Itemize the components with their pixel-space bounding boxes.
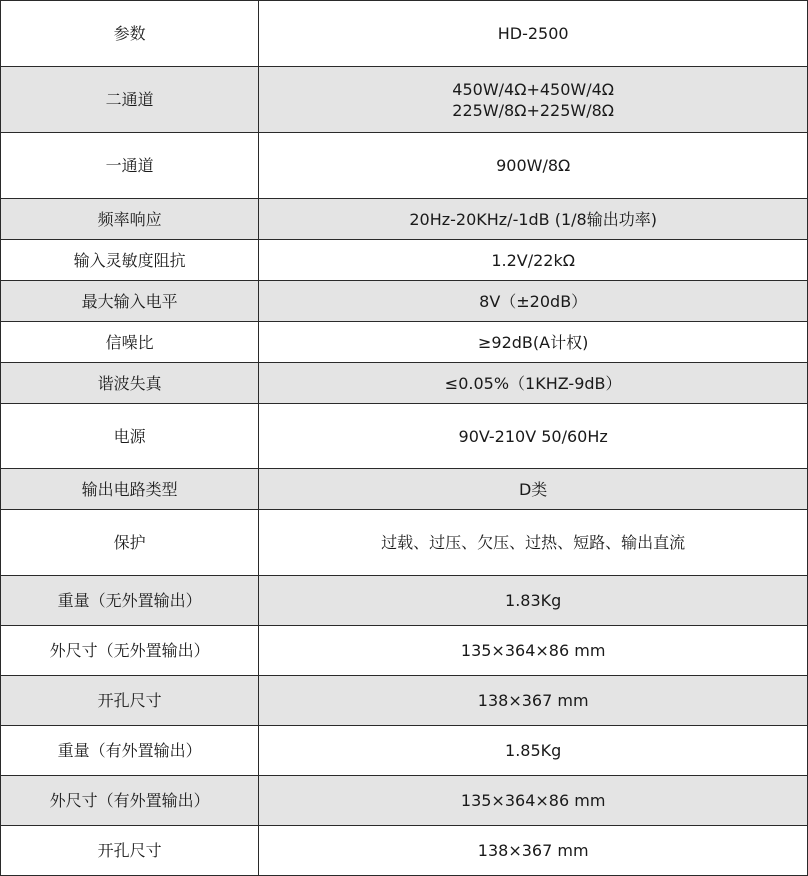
table-row [1, 676, 808, 726]
param-label: 最大输入电平 [1, 281, 259, 322]
param-label: 输出电路类型 [1, 469, 259, 510]
param-label: 重量（无外置输出） [1, 576, 259, 626]
param-value: 135×364×86 mm [259, 776, 808, 826]
param-label: 开孔尺寸 [1, 826, 259, 876]
param-value: 1.85Kg [259, 726, 808, 776]
param-value [259, 67, 808, 133]
param-label: 外尺寸（有外置输出） [1, 776, 259, 826]
value-line: 225W/8Ω+225W/8Ω [452, 100, 615, 120]
table-row [1, 510, 808, 576]
param-value: 90V-210V 50/60Hz [259, 404, 808, 469]
param-label: 外尺寸（无外置输出） [1, 626, 259, 676]
table-row [1, 726, 808, 776]
table-row [1, 776, 808, 826]
table-row [1, 404, 808, 469]
table-row [1, 199, 808, 240]
param-value: 138×367 mm [259, 826, 808, 876]
param-label: 保护 [1, 510, 259, 576]
param-label: 开孔尺寸 [1, 676, 259, 726]
param-label: 谐波失真 [1, 363, 259, 404]
param-label: 信噪比 [1, 322, 259, 363]
param-value: 1.83Kg [259, 576, 808, 626]
param-label: 一通道 [1, 133, 259, 199]
table-row [1, 240, 808, 281]
value-line: 450W/4Ω+450W/4Ω [452, 79, 615, 99]
table-row [1, 626, 808, 676]
table-row [1, 363, 808, 404]
param-value: D类 [259, 469, 808, 510]
param-value: 138×367 mm [259, 676, 808, 726]
param-value: ≥92dB(A计权) [259, 322, 808, 363]
table-row [1, 826, 808, 876]
param-value: 900W/8Ω [259, 133, 808, 199]
table-row [1, 1, 808, 67]
param-value: 1.2V/22kΩ [259, 240, 808, 281]
param-label: 重量（有外置输出） [1, 726, 259, 776]
param-label: 输入灵敏度阻抗 [1, 240, 259, 281]
param-value: ≤0.05%（1KHZ-9dB） [259, 363, 808, 404]
param-value: 135×364×86 mm [259, 626, 808, 676]
param-value: 8V（±20dB） [259, 281, 808, 322]
param-label: 电源 [1, 404, 259, 469]
table-row [1, 322, 808, 363]
param-value: 20Hz-20KHz/-1dB (1/8输出功率) [259, 199, 808, 240]
table-row [1, 281, 808, 322]
param-label: 二通道 [1, 67, 259, 133]
table-row [1, 67, 808, 133]
param-value: HD-2500 [259, 1, 808, 67]
param-label: 参数 [1, 1, 259, 67]
param-label: 频率响应 [1, 199, 259, 240]
param-value: 过载、过压、欠压、过热、短路、输出直流 [259, 510, 808, 576]
table-row [1, 576, 808, 626]
table-row [1, 133, 808, 199]
table-row [1, 469, 808, 510]
